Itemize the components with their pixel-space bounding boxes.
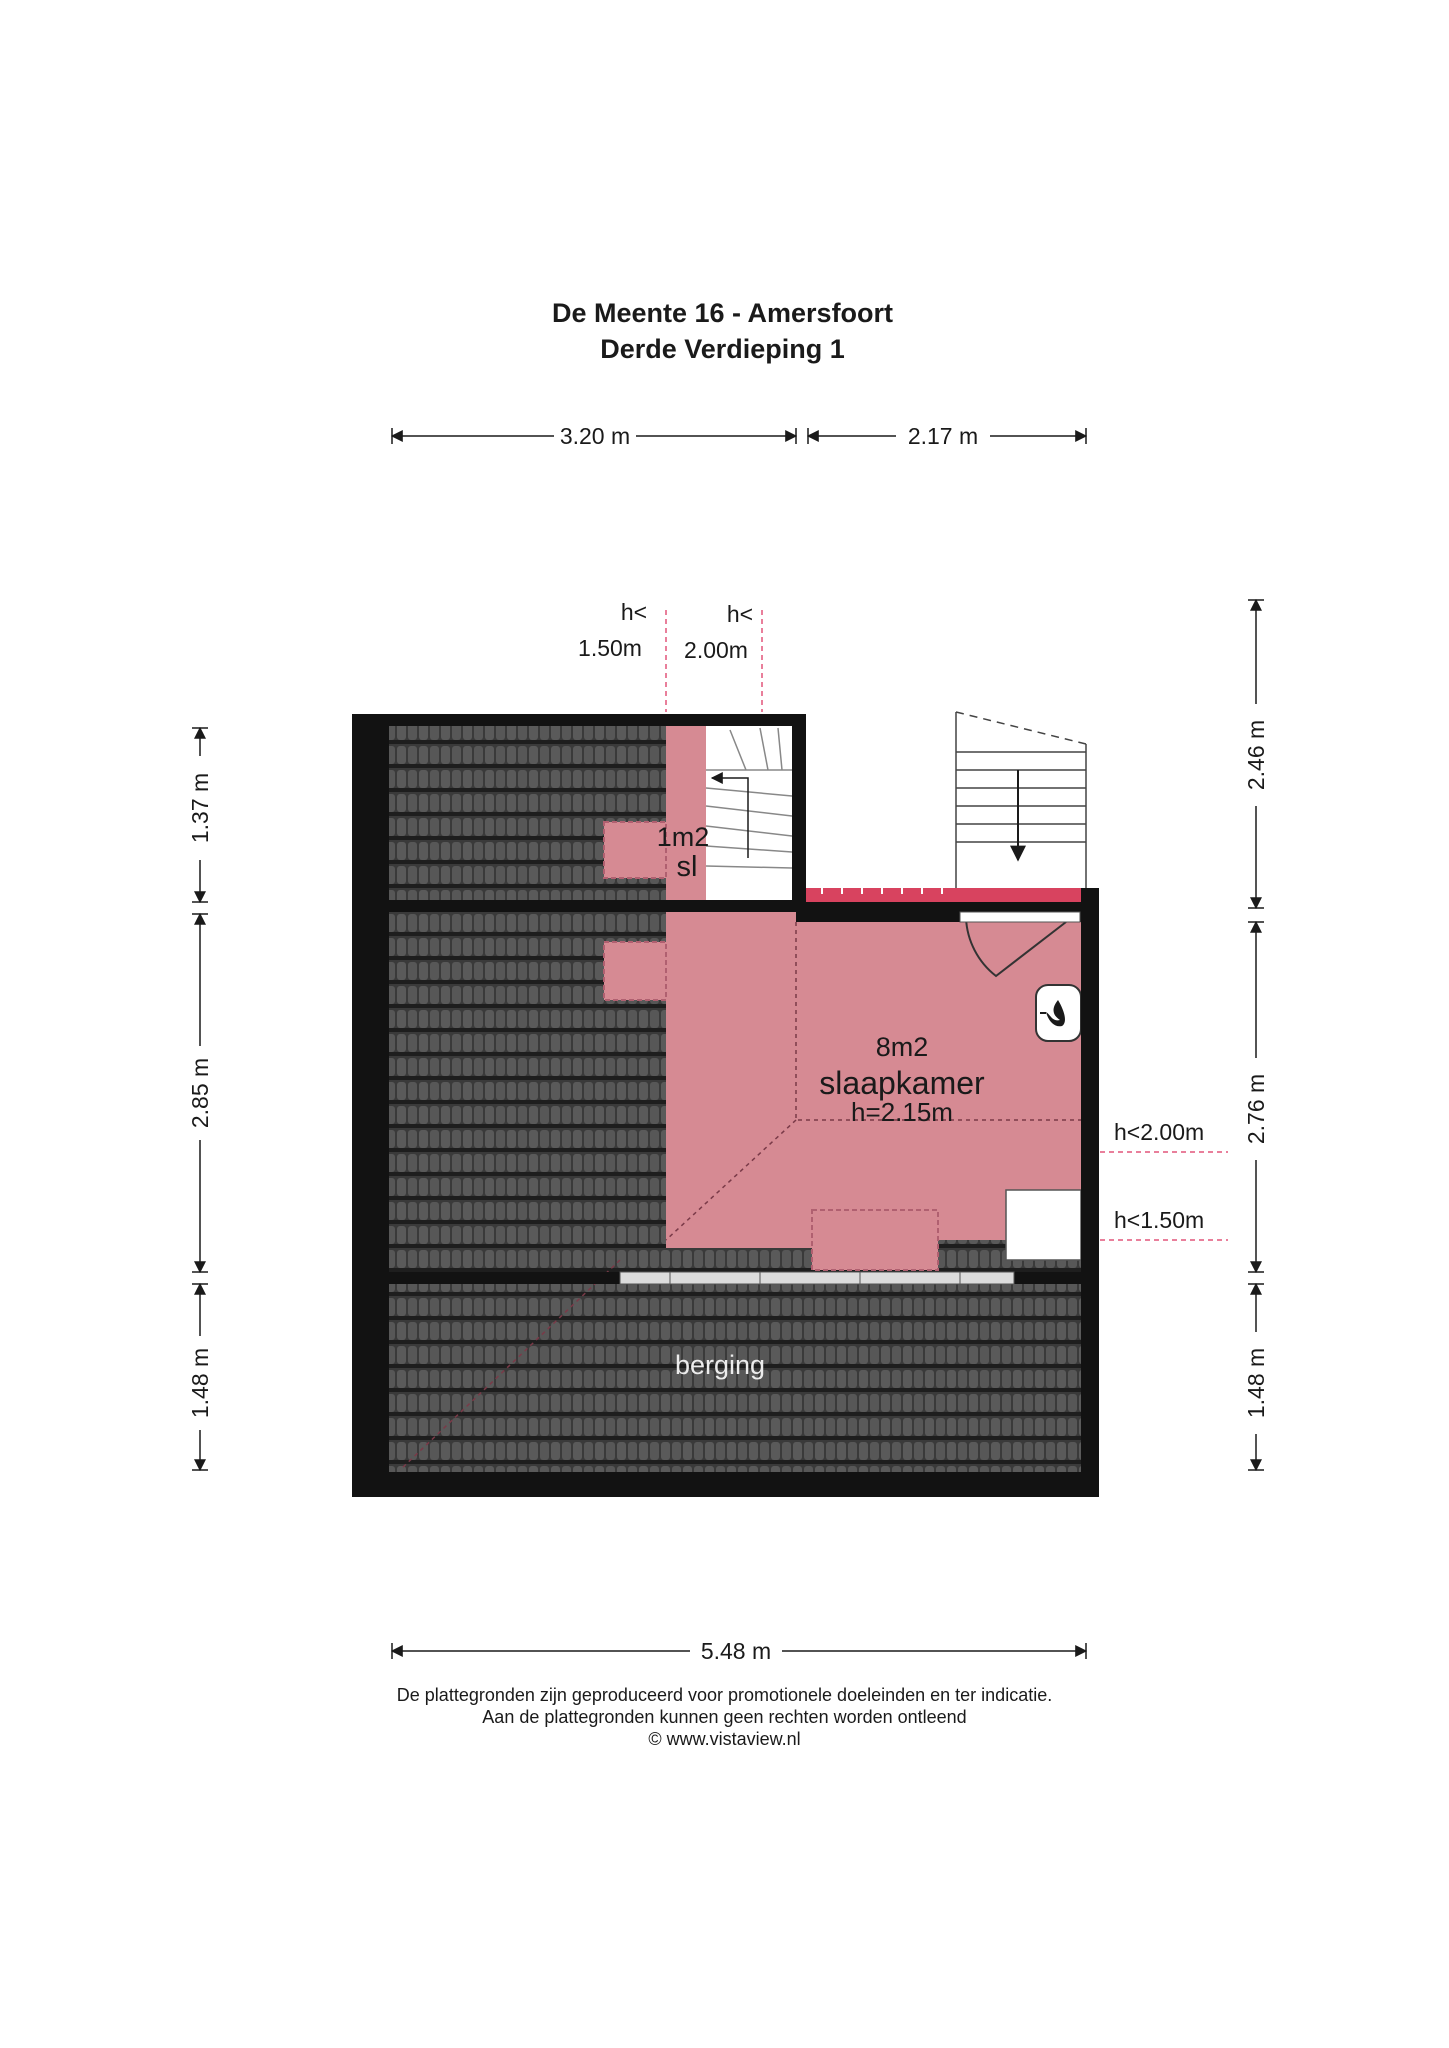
right-wall: [1081, 888, 1099, 1497]
slaapkamer-height-label: h=2.15m: [851, 1097, 953, 1127]
height-marker-top-b-1: h<: [726, 601, 754, 627]
door-frame: [960, 912, 1080, 922]
copyright-line: © www.vistaview.nl: [648, 1729, 801, 1749]
height-marker-right-a: h<2.00m: [1114, 1119, 1205, 1145]
stairwell-wall: [792, 714, 806, 900]
slaapkamer-skylight-bottom: [812, 1210, 938, 1270]
stairwell: [706, 726, 792, 900]
dim-left-top: 1.37 m: [187, 772, 213, 844]
dim-left-bottom: 1.48 m: [187, 1347, 213, 1419]
dim-right-top: 2.46 m: [1243, 719, 1269, 791]
dim-top-left: 3.20 m: [559, 423, 631, 449]
dim-right-bottom: 1.48 m: [1243, 1347, 1269, 1419]
dim-right-middle: 2.76 m: [1243, 1073, 1269, 1145]
sl-room-label: sl: [676, 851, 698, 883]
dim-left-middle: 2.85 m: [187, 1057, 213, 1129]
height-marker-top-b-2: 2.00m: [684, 637, 748, 663]
dim-top-right: 2.17 m: [907, 423, 979, 449]
disclaimer-line-2: Aan de plattegronden kunnen geen rechten worden ontleend: [482, 1707, 967, 1727]
cabinet: [1006, 1190, 1081, 1260]
slaapkamer-room-label: slaapkamer: [819, 1065, 985, 1101]
disclaimer-line-1: De plattegronden zijn geproduceerd voor promotionele doeleinden en ter indicatie.: [396, 1685, 1053, 1705]
height-marker-top-a-1: h<: [620, 599, 648, 625]
page-title: De Meente 16 - Amersfoort: [551, 298, 894, 328]
height-marker-top-a-2: 1.50m: [578, 635, 642, 661]
slaapkamer-area-label: 8m2: [875, 1032, 929, 1062]
wall-upper-middle: [389, 900, 806, 912]
exterior-notch: [804, 700, 1104, 888]
dim-bottom: 5.48 m: [700, 1638, 772, 1664]
berging-room-label: berging: [674, 1350, 766, 1380]
window-band: [806, 888, 1081, 902]
slaapkamer-skylight: [604, 942, 666, 1000]
bottom-window: [620, 1272, 1014, 1284]
height-marker-right-b: h<1.50m: [1114, 1207, 1205, 1233]
page-subtitle: Derde Verdieping 1: [600, 334, 845, 364]
sl-area-label: 1m2: [656, 822, 710, 852]
